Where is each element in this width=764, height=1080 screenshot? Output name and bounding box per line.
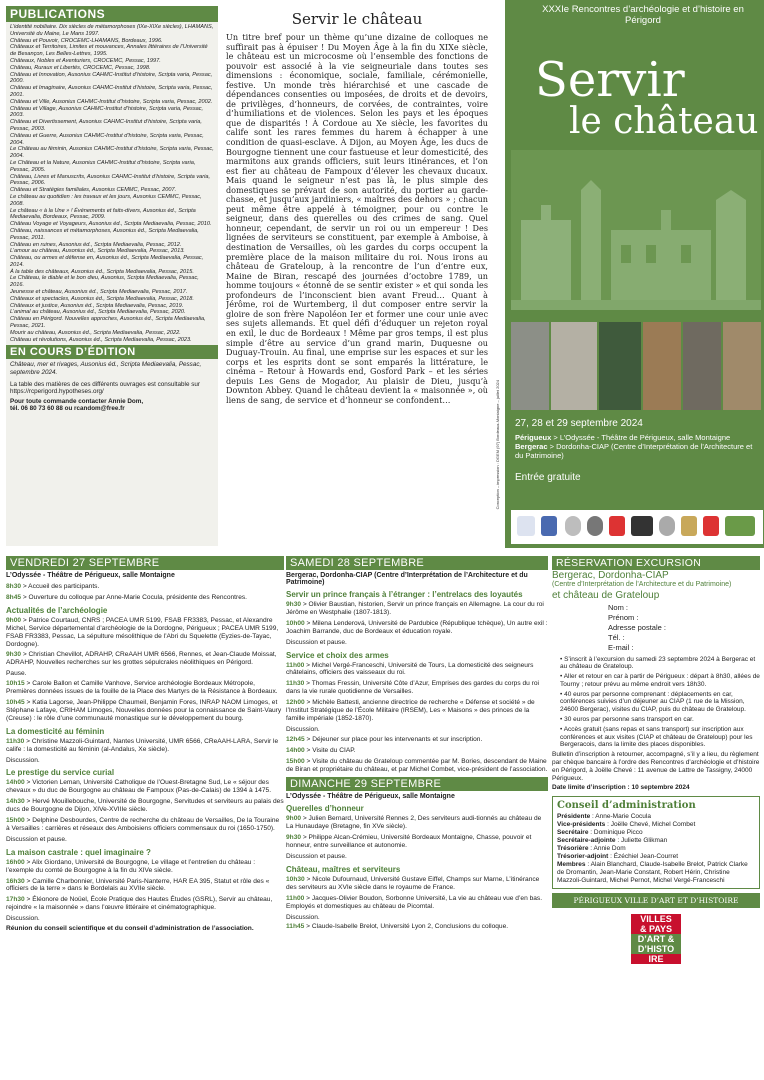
form-field-label[interactable]: Adresse postale : [608, 622, 666, 632]
partner-logo-7 [659, 516, 675, 536]
article-body: Un titre bref pour un thème qu’une dizaine de colloques ne suffirait pas à épuiser ! Du Moyen Âge à la fin du XIXe siècle, le château est un microcosme où l’ensemble des fonctions de pouvoir est associé à la vie seigneuriale dans toutes ses dimensions : économique, sociale, familiale, cérémonielle, festive. Un monde très hiérarchisé et une cascade de dépendances consenties ou imposées, de droits et de devoirs, de privilèges, d’honneurs, de corvées, de contraintes, voire d’humiliations et de violences. Selon les pays et les époques que de disparités ! À Cordoue au Xe siècle, les favorites du calife sont les rares femmes du harem à échapper à une condition de quasi-esclave. À Dijon, au Moyen Âge, les ducs de Bourgogne tiennent une cour fastueuse et leur domesticité, des marmitons aux grands officiers, suit leurs itinérances, et l’on est fier au château de Fampoux d’élever les chevaux ducaux. Mais quand le seigneur n’est pas là, le plus simple des domestiques se prévaut de son autorité, du portier au garde-chasse, et jusqu’aux jardiniers, « maîtres des dehors » ; chacun peut même être appelé à témoigner, pour ou contre le seigneur, dans des querelles ou des crimes de sang. Quel honneur, cependant, de servir un roi ou un empereur ! Des lignées de serviteurs se constituent, par exemple à Amboise, à destination de Versailles, où les gardes du corps occupent la première place de la maison militaire du roi. Nous irons au château de Grateloup, à la rencontre de l’un d’entre eux, Maine de Biran, rescapé des journées d’octobre 1789, un homme toujours « étonné de se sentir exister » et qui sonda les profondeurs de l’inconscient bien avant Freud… Quant à Jérôme, roi de Wurtemberg, il dut composer entre servir la gloire de son frère Napoléon Ier et former une cour unie avec ses sujets allemands. Et quel défi d’éduquer un rejeton royal en exil, le duc de Bordeaux ! Même par gros temps, il est plus simple d’être au service d’un grand marin, Duquesne ou Duguay-Trouin. Au final, une emprise sur les espaces et sur les corps et les esprits dont se sont emparés la littérature, le cinéma – Retour à Howards end, Gosford Park – et les séries depuis Les Gens de Mogador, Au plaisir de Dieu, jusqu’à Downton Abbey. Quand le château devient la « maisonnée », où liens de sang, de service et d’honneur se confondent… [226, 32, 488, 405]
program-entry [6, 817, 284, 833]
council-role: Trésorier-adjoint [557, 853, 609, 861]
sunday-items-3 [286, 923, 548, 931]
council-row [557, 853, 755, 861]
publications-header: PUBLICATIONS [6, 6, 218, 22]
photo-scene [723, 322, 761, 410]
entry-time: 14h00 [286, 746, 305, 754]
entry-text: > Alix Giordano, Université de Bourgogne, Le village et l’entretien du château : l’exemple du comté de Bourgogne à la fin du XIVe siècle. [6, 858, 256, 874]
entry-time: 9h30 [286, 601, 302, 608]
entry-text: > Visite du château de Grateloup commentée par M. Bories, descendant de Maine de Biran et propriétaire du château, et par Michel Combet, vice-président de l’association. [286, 757, 548, 773]
footer-band: PÉRIGUEUX VILLE D’ART ET D’HISTOIRE [552, 893, 760, 908]
program-entry [6, 617, 284, 649]
reservation-column [552, 556, 760, 1076]
en-cours-header: EN COURS D’ÉDITION [6, 345, 218, 359]
entry-text: > Christine Mazzoli-Guintard, Nantes Université, UMR 6566, CReAAH-LARA, Servir le calife : la domesticité au féminin (al-Andalus, Xe siècle). [6, 737, 279, 753]
form-field-label[interactable]: Nom : [608, 602, 629, 612]
program-entry [6, 798, 284, 814]
entry-text: > Visite du CIAP. [304, 746, 356, 754]
order-contact[interactable]: tél. 06 80 73 60 88 ou rcandom@free.fr [10, 405, 125, 413]
council-role: Membres [557, 861, 586, 869]
publication-item: Châteaux et justice, Ausonius éd., Scripta Mediaevalia, Pessac, 2019. [10, 302, 184, 309]
entry-time: 12h00 [286, 699, 305, 707]
saturday-section-2: Service et choix des armes [286, 650, 389, 660]
program-entry [286, 662, 548, 678]
program-entry [6, 680, 284, 696]
university-logo [631, 516, 653, 536]
program-entry [286, 923, 548, 931]
cover-subtitle: XXXIe Rencontres d’archéologie et d’histoire en Périgord [542, 4, 744, 26]
publication-item: Château, naissances et métamorphoses, Ausonius éd., Scripta Mediaevalia, Pessac, 2011. [10, 227, 199, 241]
entry-time: 9h00 [286, 815, 302, 823]
form-field-label[interactable]: Prénom : [608, 612, 639, 622]
entry-text: > Patrice Courtaud, CNRS ; PACEA UMR 5199, FSAB FR3383, Pessac, et Alexandre Michel, Service départemental d’archéologie de la Dordogne, Périgueux ; PACEA UMR 5199, FSAB FR3383, Pessac, La sépulture mésolithique de l’Abri du Squelette (Eyzies-de-Tayac, Dordogne). [6, 616, 279, 648]
cover-dates: 27, 28 et 29 septembre 2024 [515, 418, 643, 429]
entry-time: 15h00 [6, 817, 25, 825]
photo-castle [511, 322, 549, 410]
program-entry [6, 583, 284, 591]
entry-time: 10h30 [286, 875, 305, 883]
program-entry [6, 699, 284, 723]
friday-closing: Réunion du conseil scientifique et du conseil d’administration de l’association. [6, 925, 254, 933]
reservation-deadline: Date limite d’inscription : 10 septembre 2024 [552, 784, 690, 792]
entry-text: > Thomas Fressin, Université Côte d’Azur, Emprises des gardes du corps du roi dans la vie rurale quotidienne de Versailles. [286, 680, 539, 696]
friday-discussion-1: Discussion. [6, 756, 40, 764]
sunday-section-2: Château, maîtres et serviteurs [286, 864, 401, 874]
entry-text: > Éléonore de Noüel, École Pratique des Hautes Études (GSRL), Servir au château, rejoindre « la maisonnée » dans l’œuvre littéraire et cinématographique. [6, 896, 273, 912]
republic-logo [517, 516, 535, 536]
article-panel [226, 6, 488, 546]
friday-items-2 [6, 738, 284, 754]
entry-time: 16h00 [6, 858, 25, 866]
entry-time: 11h00 [286, 661, 305, 669]
publication-item: Château en Périgord. Nouvelles approches, Ausonius éd., Scripta Mediaevalia, Pessac, 2021. [10, 316, 206, 330]
entry-time: 12h45 [286, 735, 305, 743]
council-names: : Anne-Marie Cocula [590, 813, 651, 821]
friday-section-2: La domesticité au féminin [6, 726, 105, 736]
publication-item: L’identité nobiliaire. Dix siècles de métamorphoses (IXe-XIXe siècles), LHAMANS, Université du Maine, Le Mans 1997. [10, 24, 214, 37]
weekend-program [286, 556, 548, 1076]
photo-engraving [551, 322, 597, 410]
entry-text: > Camille Charbonnier, Université Paris-Nanterre, HAR EA 395, Statut et rôle des « officiers de la terre » dans le Bordelais au XVIIe siècle. [6, 877, 270, 893]
cover-spine [493, 0, 505, 548]
program-entry [286, 876, 548, 892]
council-row [557, 829, 755, 837]
publications-list [6, 22, 218, 345]
entry-text: > Accueil des participants. [21, 583, 100, 590]
council-role: Secrétaire-adjointe [557, 837, 616, 845]
saturday-items-3 [286, 736, 548, 774]
council-names: : Joëlle Chevé, Michel Combet [605, 821, 696, 829]
friday-items-4 [6, 859, 284, 912]
program-entry [6, 594, 284, 602]
friday-items-1 [6, 617, 284, 667]
council-names: : Ézéchiel Jean-Courret [608, 853, 679, 861]
friday-section-4: La maison castrale : quel imaginaire ? [6, 847, 151, 857]
entry-text: > Déjeuner sur place pour les intervenants et sur inscription. [304, 735, 483, 743]
saturday-section-1: Servir un prince français à l’étranger : l’entrelacs des loyautés [286, 590, 523, 599]
program-entry [6, 779, 284, 795]
publication-item: Châteaux et Territoires, Limites et mouvances, Annales littéraires de l’Université de Besançon, Les Belles-Lettres, 1995. [10, 44, 208, 58]
program-entry [6, 738, 284, 754]
council-names: : Annie Dom [588, 845, 626, 853]
ausonius-logo [587, 516, 603, 536]
program-entry [286, 601, 548, 617]
friday-header: VENDREDI 27 SEPTEMBRE [6, 556, 284, 570]
council-row [557, 837, 755, 845]
partner-logo-9 [703, 516, 719, 536]
publication-item: Château et Innovation, Ausonius CAHMC-Institut d’histoire, Scripta varia, Pessac, 2000. [10, 71, 213, 85]
vah-logo-line: D’HISTO [631, 944, 681, 954]
publication-item: Mourir au château, Ausonius éd., Scripta Mediaevalia, Pessac, 2022. [10, 329, 181, 336]
friday-venue: L’Odyssée - Théâtre de Périgueux, salle Montaigne [6, 572, 175, 579]
form-field-label[interactable]: Tél. : [608, 632, 625, 642]
photo-portrait [683, 322, 721, 410]
form-field-label[interactable]: E-mail : [608, 642, 634, 652]
program-entry [286, 758, 548, 774]
entry-text: > Julien Bernard, Université Rennes 2, Des serviteurs audi-tionnés au château de La Hunaudaye (Bretagne, fin XVe siècle). [286, 815, 542, 831]
reservation-sub1: Bergerac, Dordonha-CIAP [552, 570, 669, 581]
cover-panel [493, 0, 764, 548]
perigueux-logo [609, 516, 625, 536]
council-role: Secrétaire [557, 829, 589, 837]
council-role: Trésorière [557, 845, 589, 853]
villes-pays-art-histoire-logo [631, 914, 681, 968]
publication-item: Château, ou armes et défense en, Ausonius éd., Scripta Mediaevalia, Pessac, 2014. [10, 255, 204, 268]
spine-credit: Conception – impression : DGEM (97) Bordeaux-Montaigne – juillet 2024 [495, 380, 500, 510]
entry-time: 10h15 [6, 680, 25, 688]
program-entry [6, 651, 284, 667]
entry-text: > Carole Ballon et Camille Vanhove, Service archéologie Bordeaux Métropole, Premières données issues de la fouille de la Place des Martyrs de la Résistance à Bordeaux. [6, 680, 278, 696]
publication-item: Jeunesse et château, Ausonius éd., Scripta Mediaevalia, Pessac, 2017. [10, 289, 188, 296]
entry-time: 9h30 [286, 834, 302, 842]
saturday-discussion-1: Discussion et pause. [286, 638, 347, 646]
council-box [552, 796, 760, 889]
entry-time: 9h00 [6, 616, 22, 624]
council-row [557, 861, 755, 885]
entry-time: 14h30 [6, 798, 25, 806]
program-entry [286, 699, 548, 723]
entry-time: 8h30 [6, 583, 22, 590]
vah-logo-line: D’ART & [631, 934, 681, 944]
entry-text: > Olivier Baustian, historien, Servir un prince français en Allemagne. La cour du roi Jérôme en Westphalie (1807-1813). [286, 601, 544, 616]
reservation-bullet: • Aller et retour en car à partir de Périgueux : départ à 8h30, allées de Tourny ; retour prévu au même endroit vers 18h30. [560, 673, 760, 688]
friday-items-1b [6, 680, 284, 723]
council-rows [557, 813, 755, 885]
publication-item: Le Château au féminin, Ausonius CAHMC-Institut d’histoire, Scripta varia, Pessac, 2004. [10, 146, 214, 160]
program-entry [286, 680, 548, 696]
council-title: Conseil d’administration [557, 800, 696, 812]
publication-item: Château Voyage et Voyageurs, Ausonius éd., Scripta Mediaevalia, Pessac, 2010. [10, 221, 212, 228]
saturday-venue: Bergerac, Dordonha-CIAP (Centre d’Interprétation de l’Architecture et du Patrimoine) [286, 572, 528, 586]
publication-item: Château, Ruraux et Libertés, CROCEMC, Pessac, 1998. [10, 64, 151, 71]
tables-note[interactable]: La table des matières de ces différents ouvrages est consultable sur https://rcperigord.hypotheses.org/ [10, 380, 200, 396]
entry-time: 14h00 [6, 779, 25, 787]
cover-inner [505, 0, 764, 548]
reservation-bullet: • 30 euros par personne sans transport en car. [560, 716, 694, 724]
entry-time: 11h00 [286, 894, 305, 902]
program-entry [6, 859, 284, 875]
publications-panel [6, 6, 218, 546]
photo-painting [643, 322, 681, 410]
program-entry [6, 878, 284, 894]
council-names: : Alain Blanchard, Claude-Isabelle Brelot, Patrick Clarke de Dromantin, Jean-Marie Constant, Robert Hérin, Christine Mazzoli-Guintard, Michel Pernot, Michel Vergé-Franceschi [557, 861, 748, 885]
program-entry [6, 896, 284, 912]
friday-items-3 [6, 779, 284, 832]
program-entry [286, 620, 548, 636]
entry-text: > Katia Lagorse, Jean-Philippe Chaumeil, Benjamin Fores, INRAP NAOM Limoges, et Stéphane Lafaye, CRIHAM Limoges, Nouvelles données pour la connaissance de Saint-Vaury (Creuse) : le rôle d’une communauté monastique sur le développement du bourg. [6, 698, 282, 722]
council-names: : Dominique Picco [588, 829, 643, 837]
entry-text: > Claude-Isabelle Brelot, Université Lyon 2, Conclusions du colloque. [304, 923, 509, 931]
council-names: : Juliette Glikman [615, 837, 668, 845]
reservation-bullet: • 40 euros par personne comprenant : déplacements en car, conférences suivies d’un déjeuner au CIAP (1 rue de la Mission, 24600 Bergerac), visites du CIAP, puis du château de Grateloup. [560, 690, 746, 714]
saturday-items-2 [286, 662, 548, 723]
cover-dates-block [515, 418, 759, 483]
publication-item: Château et Village, Ausonius CAHMC-Institut d’histoire, Scripta varia, Pessac, 2003. [10, 105, 204, 119]
cover-title-line2: le château [569, 101, 759, 142]
sunday-venue: L’Odyssée - Théâtre de Périgueux, salle Montaigne [286, 793, 455, 801]
sunday-discussion-1: Discussion et pause. [286, 853, 347, 861]
council-role: Vice-présidents [557, 821, 606, 829]
entry-time: 11h45 [286, 923, 305, 931]
reservation-return: Bulletin d’inscription à retourner, accompagné, s’il y a lieu, du règlement par chèque bancaire à l’ordre des Rencontres d’archéologie et d’histoire en Périgord, à Joëlle Chevé : 11 avenue de Lattre de Tassigny, 24000 Périgueux. [552, 751, 760, 782]
partner-logo-8 [681, 516, 697, 536]
region-logo [541, 516, 557, 536]
cover-location-2: Bergerac > Dordonha-CIAP (Centre d’Interprétation de l’Architecture et du Patrimoine) [515, 442, 753, 460]
entry-time: 8h45 [6, 593, 22, 601]
publication-item: Château et Imaginaire, Ausonius CAHMC-Institut d’histoire, Scripta varia, Pessac, 2001. [10, 85, 213, 98]
reservation-header: RÉSERVATION EXCURSION [552, 556, 760, 570]
entry-text: > Hervé Mouillebouche, Université de Bourgogne, Servitudes et serviteurs au palais des ducs de Bourgogne de Dijon, XIVe-XVIIIe siècle. [6, 798, 284, 814]
reservation-bullet: • S’inscrit à l’excursion du samedi 23 septembre 2024 à Bergerac et au château de Grateloup. [560, 655, 756, 671]
cover-location-1: Périgueux > L’Odyssée - Théâtre de Périgueux, salle Montaigne [515, 433, 731, 442]
entry-text: > Delphine Desbourdes, Centre de recherche du château de Versailles, De la Touraine à Versailles : carrières et réseaux des Amboisiens officiers commensaux du roi (1650-1750). [6, 817, 280, 832]
reservation-fields [552, 603, 760, 653]
reservation-bullets [552, 656, 760, 750]
en-cours-section [6, 345, 218, 413]
vah-small-logo [725, 516, 755, 536]
order-line: Pour toute commande contacter Annie Dom, [10, 397, 144, 405]
publication-item: Château et Ville, Ausonius CAHMC-Institut d’histoire, Scripta varia, Pessac, 2002. [10, 98, 213, 105]
publication-item: Château en ruines, Ausonius éd., Scripta Mediaevalia, Pessac, 2012. [10, 241, 182, 248]
entry-time: 10h00 [286, 619, 305, 627]
vah-logo-line: IRE [631, 954, 681, 964]
program-entry [286, 815, 548, 831]
entry-time: 11h30 [286, 680, 305, 688]
entry-text: > Jacques-Olivier Boudon, Sorbonne Université, La vie au château vue d’en bas. Employés et domestiques au château de Picomtal. [286, 894, 543, 910]
dept-logo [565, 516, 581, 536]
publication-item: Le Château, le diable et le bon dieu, Ausonius, Scripta Mediaevalia, Pessac, 2016. [10, 275, 199, 289]
publication-item: Château et Divertissement, Ausonius CAHMC-Institut d’histoire, Scripta varia, Pessac, 2003. [10, 119, 202, 132]
entry-text: > Philippe Alcan-Crémieu, Université Bordeaux Montaigne, Chasse, pouvoir et honneur, entre surveillance et autonomie. [286, 834, 532, 850]
entry-text: > Christian Chevillot, ADRAHP, CReAAH UMR 6566, Rennes, et Jean-Claude Moissat, ADRAHP, Nouvelles recherches sur les grottes sépulcrales néolithiques en Périgord. [6, 651, 277, 667]
publication-item: L’animal au château, Ausonius éd., Scripta Mediaevalia, Pessac, 2020. [10, 309, 186, 316]
publication-item: Château et Stratégies familiales, Ausonius CEMMC, Pessac, 2007. [10, 187, 177, 194]
friday-section-3: Le prestige du service curial [6, 768, 115, 778]
entry-text: > Michèle Battesti, ancienne directrice de recherche « Défense et société » de l’Institut Stratégique de l’École Militaire (IRSEM), Les « Maisons » des princes de la famille impériale (1852-1870). [286, 699, 535, 722]
friday-program [6, 556, 284, 1076]
program-entry [286, 747, 548, 755]
publication-item: Château et Guerre, Ausonius CAHMC-Institut d’histoire, Scripta varia, Pessac, 2004. [10, 132, 204, 146]
publication-item: Château et révolutions, Ausonius éd., Scripta Mediaevalia, Pessac, 2023. [10, 336, 192, 343]
council-role: Présidente [557, 813, 591, 821]
friday-discussion-3: Discussion. [6, 915, 40, 923]
photo-servants [599, 322, 641, 410]
saturday-header: SAMEDI 28 SEPTEMBRE [286, 556, 548, 570]
council-row [557, 821, 755, 829]
cover-entry: Entrée gratuite [515, 472, 581, 483]
entry-time: 10h45 [6, 698, 25, 706]
entry-text: > Nicole Dufournaud, Université Gustave Eiffel, Champs sur Marne, L’itinérance des serviteurs au XVIe siècle dans le royaume de France. [286, 875, 540, 891]
saturday-items-1 [286, 601, 548, 636]
reservation-sub3: et château de Grateloup [552, 589, 660, 601]
vah-logo-line: VILLES [631, 914, 681, 924]
entry-text: > Ouverture du colloque par Anne-Marie Cocula, présidente des Rencontres. [21, 593, 247, 601]
program-entry [286, 895, 548, 911]
friday-intro [6, 583, 284, 602]
program-entry [286, 736, 548, 744]
cover-title-line1: Servir [535, 52, 685, 108]
friday-section-1: Actualités de l’archéologie [6, 605, 108, 615]
entry-text: > Victorien Leman, Université Catholique de l’Ouest-Bretagne Sud, Le « séjour des chevaux » du duc de Bourgogne au château de Fampoux (Pas-de-Calais) de 1394 à 1475. [6, 779, 272, 795]
entry-text: > Michel Vergé-Franceschi, Université de Tours, La domesticité des seigneurs châtelains, officiers des vaisseaux du roi. [286, 661, 534, 677]
entry-time: 17h30 [6, 896, 25, 904]
publication-item: Châteaux et spectacles, Ausonius éd., Scripta Mediaevalia, Pessac, 2018. [10, 295, 194, 302]
publication-item: Le château au quotidien : les travaux et les jours, Ausonius CEMMC, Pessac, 2008. [10, 193, 202, 207]
entry-time: 9h30 [6, 651, 22, 659]
friday-pause: Pause. [6, 670, 27, 678]
publication-item: Château et Pouvoir, CROCEMC-LHAMANS, Bordeaux, 1996. [10, 37, 163, 44]
entry-text: > Milena Lenderová, Université de Pardubice (République tchèque), Un autre exil : Joachim Barrande, duc de Bordeaux et éducation royale. [286, 619, 548, 635]
saturday-discussion-2: Discussion. [286, 725, 320, 733]
publication-item: L’amour au château, Ausonius éd., Scripta Mediaevalia, Pessac, 2013. [10, 248, 185, 255]
vah-logo-line: & PAYS [631, 924, 681, 934]
sunday-section-1: Querelles d’honneur [286, 804, 364, 814]
publication-item: Château, Livres et Manuscrits, Ausonius CAHMC-Institut d’histoire, Scripta varia, Pessac, 2006. [10, 173, 211, 187]
partner-logos [511, 510, 763, 544]
reservation-bullet: • Accès gratuit (sans repas et sans transport) sur inscription aux conférences et aux visites (CIAP et château de Grateloup) pour les Bergeracois, dans la limite des places disponibles. [560, 725, 753, 749]
entry-time: 15h00 [286, 757, 305, 765]
program-entry [286, 834, 548, 850]
council-row [557, 813, 755, 821]
entry-time: 16h30 [6, 877, 25, 885]
publication-item: Le château « à la Une » ! Événements et faits-divers, Ausonius éd., Scripta Mediaevalia, Bordeaux, Pessac, 2009. [10, 207, 196, 221]
sunday-items-2 [286, 876, 548, 911]
sunday-items-1 [286, 815, 548, 850]
en-cours-text: Château, mer et rivages, Ausonius éd., Scripta Mediaevalia, Pessac, septembre 2024. [10, 361, 202, 377]
publication-item: À la table des châteaux, Ausonius éd., Scripta Mediaevalia, Pessac, 2015. [10, 268, 194, 275]
publication-item: Le Château et la Nature, Ausonius CAHMC-Institut d’histoire, Scripta varia, Pessac, 2005. [10, 159, 196, 173]
reservation-sub2: (Centre d’Interprétation de l’Architecture et du Patrimoine) [552, 581, 732, 588]
entry-time: 11h30 [6, 737, 25, 745]
sunday-discussion-2: Discussion. [286, 913, 320, 921]
castle-illustration [511, 150, 761, 310]
article-title: Servir le château [291, 10, 423, 28]
sunday-header: DIMANCHE 29 SEPTEMBRE [286, 777, 548, 791]
cover-photo-strip [511, 322, 761, 412]
reservation-form [552, 556, 760, 792]
publication-item: Châteaux, Nobles et Aventuriers, CROCEMC, Pessac, 1997. [10, 57, 161, 64]
friday-discussion-2: Discussion et pause. [6, 835, 67, 843]
